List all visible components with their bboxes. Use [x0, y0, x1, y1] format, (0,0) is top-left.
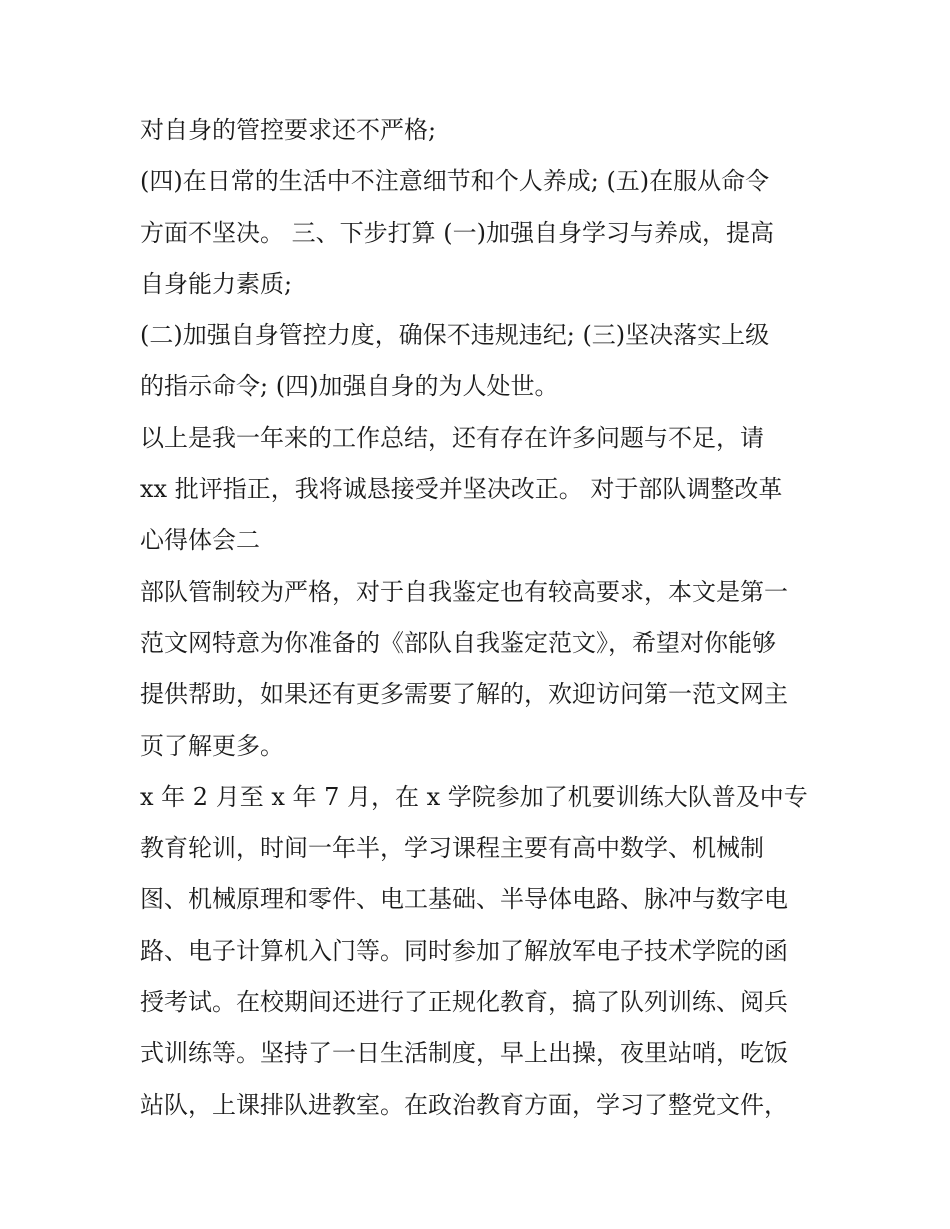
text-line: 页了解更多。 — [140, 731, 284, 760]
text-line: (四)在日常的生活中不注意细节和个人养成; (五)在服从命令 — [140, 167, 770, 196]
text-line: 提供帮助，如果还有更多需要了解的，欢迎访问第一范文网主 — [140, 680, 788, 709]
text-line: 教育轮训，时间一年半，学习课程主要有高中数学、机械制 — [140, 834, 764, 863]
document-body — [140, 105, 830, 1131]
text-line: 以上是我一年来的工作总结，还有存在许多问题与不足，请 — [140, 423, 764, 452]
text-line: 图、机械原理和零件、电工基础、半导体电路、脉冲与数字电 — [140, 885, 788, 914]
text-line: 式训练等。坚持了一日生活制度，早上出操，夜里站哨，吃饭 — [140, 1039, 788, 1068]
text-line: x 年 2 月至 x 年 7 月，在 x 学院参加了机要训练大队普及中专 — [140, 782, 808, 811]
text-line: 对自身的管控要求还不严格; — [140, 116, 437, 144]
text-line: xx 批评指正，我将诚恳接受并坚决改正。 对于部队调整改革 — [140, 475, 783, 504]
text-line: 心得体会二 — [140, 526, 260, 555]
text-line: 部队管制较为严格，对于自我鉴定也有较高要求，本文是第一 — [140, 577, 788, 606]
text-line: 路、电子计算机入门等。同时参加了解放军电子技术学院的函 — [140, 936, 788, 965]
text-line: 自身能力素质; — [140, 269, 293, 298]
text-line: 的指示命令; (四)加强自身的为人处世。 — [140, 372, 559, 401]
text-line: (二)加强自身管控力度，确保不违规违纪; (三)坚决落实上级 — [140, 321, 770, 350]
text-line: 方面不坚决。 三、下步打算 (一)加强自身学习与养成，提高 — [140, 218, 774, 247]
text-line: 站队，上课排队进教室。在政治教育方面，学习了整党文件， — [140, 1090, 788, 1119]
text-line: 授考试。在校期间还进行了正规化教育，搞了队列训练、阅兵 — [140, 988, 788, 1017]
text-line: 范文网特意为你准备的《部队自我鉴定范文》，希望对你能够 — [140, 628, 776, 657]
